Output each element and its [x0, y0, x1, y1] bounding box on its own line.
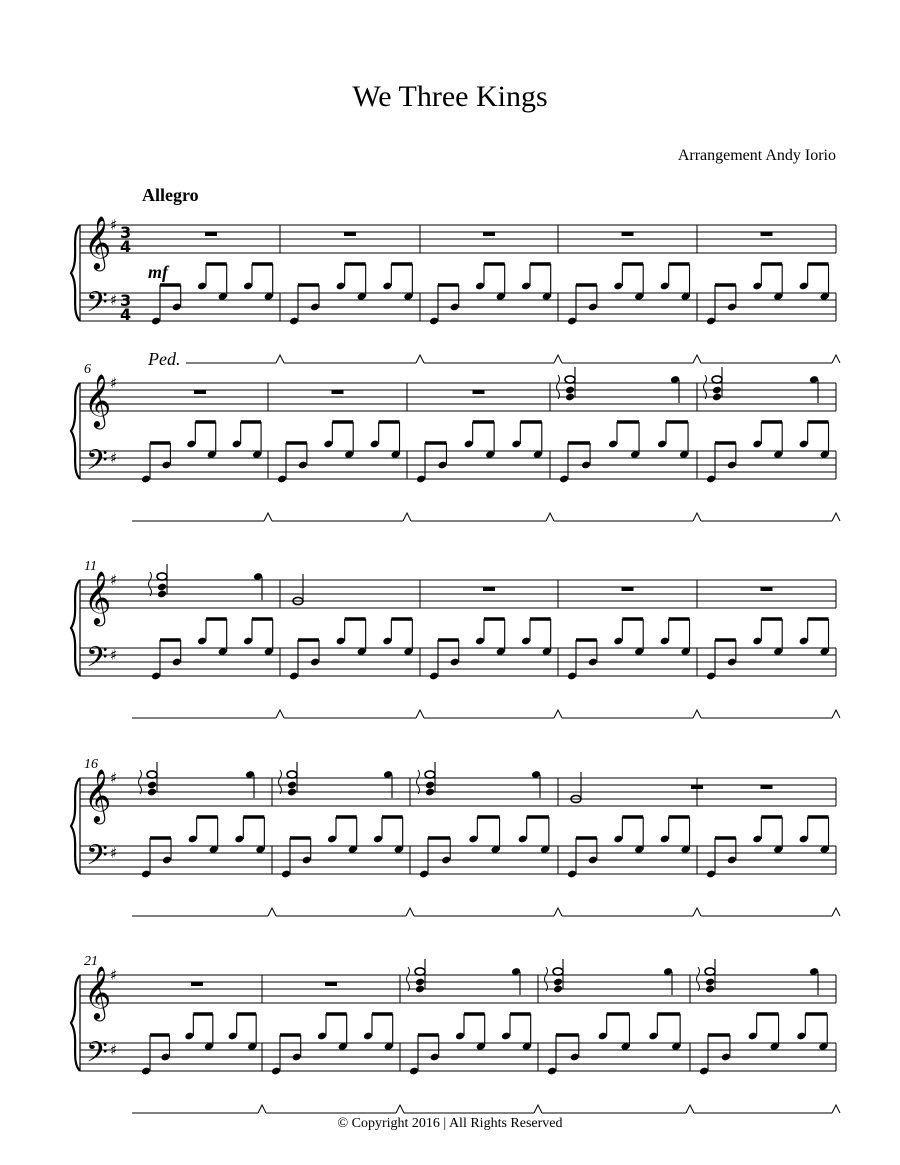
bass-clef: 𝄢 [86, 1036, 108, 1076]
half-note [553, 968, 563, 975]
system [71, 362, 840, 521]
pedal-change [832, 355, 840, 363]
note-head [287, 781, 297, 790]
key-signature-sharp: ♯ [110, 646, 118, 664]
arpeggio [704, 375, 707, 399]
note-head [712, 393, 722, 402]
pedal-change [546, 513, 554, 521]
pedal-change [832, 1105, 840, 1113]
pedal-change [832, 513, 840, 521]
pedal-change [258, 1105, 266, 1113]
treble-clef: 𝄞 [84, 215, 112, 269]
pedal-change [554, 710, 562, 718]
measure-number: 11 [84, 559, 97, 574]
note-head [553, 985, 563, 994]
pedal-change [416, 710, 424, 718]
arpeggio [697, 967, 700, 991]
whole-rest [194, 390, 206, 394]
system [71, 757, 840, 916]
brace [71, 225, 80, 321]
time-signature-top: 3 [120, 223, 132, 242]
treble-clef: 𝄞 [84, 965, 112, 1019]
arpeggio [139, 770, 142, 794]
pedal-change [406, 908, 414, 916]
bass-clef: 𝄢 [86, 444, 108, 484]
pedal-change [276, 710, 284, 718]
brace [71, 778, 80, 874]
whole-rest [205, 232, 217, 236]
system [71, 559, 840, 718]
pedal-change [416, 355, 424, 363]
half-note [415, 968, 425, 975]
pedal-change [686, 1105, 694, 1113]
pedal-marking: Ped. [148, 349, 181, 369]
half-note [425, 771, 435, 778]
arpeggio [417, 770, 420, 794]
note-head [287, 788, 297, 797]
half-note [157, 573, 167, 580]
arpeggio [545, 967, 548, 991]
whole-rest [622, 232, 634, 236]
note-head [147, 781, 157, 790]
treble-clef: 𝄞 [84, 768, 112, 822]
key-signature-sharp: ♯ [110, 449, 118, 467]
note-head [425, 788, 435, 797]
whole-rest [325, 982, 337, 986]
note-head [565, 386, 575, 395]
measure-number: 6 [84, 362, 91, 377]
whole-rest [761, 232, 773, 236]
whole-rest [483, 587, 495, 591]
page-title: We Three Kings [352, 80, 548, 113]
bass-clef: 𝄢 [86, 839, 108, 879]
time-signature-top: 3 [120, 291, 132, 310]
brace [71, 975, 80, 1071]
arpeggio [279, 770, 282, 794]
whole-rest [691, 785, 703, 789]
pedal-change [693, 355, 701, 363]
pedal-change [534, 1105, 542, 1113]
key-signature-sharp: ♯ [110, 1041, 118, 1059]
note-head [553, 978, 563, 987]
pedal-change [693, 710, 701, 718]
pedal-change [276, 355, 284, 363]
arpeggio [149, 572, 152, 596]
key-signature-sharp: ♯ [110, 966, 118, 984]
treble-clef: 𝄞 [84, 570, 112, 624]
composer-credit: Arrangement Andy Iorio [677, 147, 836, 164]
pedal-change [693, 908, 701, 916]
half-note [565, 376, 575, 383]
note-head [157, 583, 167, 592]
note-head [415, 985, 425, 994]
measure-number: 16 [84, 757, 98, 772]
whole-rest [483, 232, 495, 236]
arpeggio [557, 375, 560, 399]
whole-rest [761, 587, 773, 591]
note-head [415, 978, 425, 987]
half-note [147, 771, 157, 778]
key-signature-sharp: ♯ [110, 844, 118, 862]
key-signature-sharp: ♯ [110, 571, 118, 589]
half-note [705, 968, 715, 975]
pedal-change [264, 513, 272, 521]
note-head [425, 781, 435, 790]
pedal-change [693, 513, 701, 521]
whole-rest [622, 587, 634, 591]
copyright-notice: © Copyright 2016 | All Rights Reserved [337, 1116, 563, 1131]
note-head [157, 590, 167, 599]
brace [71, 383, 80, 479]
bass-clef: 𝄢 [86, 286, 108, 326]
pedal-change [403, 513, 411, 521]
whole-rest [761, 785, 773, 789]
time-signature-bottom: 4 [120, 305, 132, 324]
brace [71, 580, 80, 676]
note-head [565, 393, 575, 402]
half-note [712, 376, 722, 383]
pedal-change [396, 1105, 404, 1113]
note-head [705, 985, 715, 994]
time-signature-bottom: 4 [120, 237, 132, 256]
dynamic-marking: mf [148, 262, 168, 282]
pedal-change [554, 355, 562, 363]
pedal-change [832, 710, 840, 718]
half-note [287, 771, 297, 778]
key-signature-sharp: ♯ [110, 374, 118, 392]
pedal-change [832, 908, 840, 916]
measure-number: 21 [84, 954, 98, 969]
treble-clef: 𝄞 [84, 373, 112, 427]
whole-rest [344, 232, 356, 236]
note-head [705, 978, 715, 987]
system [71, 215, 840, 369]
arpeggio [407, 967, 410, 991]
note-head [712, 386, 722, 395]
pedal-change [554, 908, 562, 916]
key-signature-sharp: ♯ [110, 291, 118, 309]
whole-rest [473, 390, 485, 394]
key-signature-sharp: ♯ [110, 216, 118, 234]
pedal-change [268, 908, 276, 916]
whole-rest [332, 390, 344, 394]
bass-clef: 𝄢 [86, 641, 108, 681]
system [71, 954, 840, 1113]
key-signature-sharp: ♯ [110, 769, 118, 787]
whole-rest [191, 982, 203, 986]
tempo-marking: Allegro [142, 185, 199, 205]
note-head [147, 788, 157, 797]
